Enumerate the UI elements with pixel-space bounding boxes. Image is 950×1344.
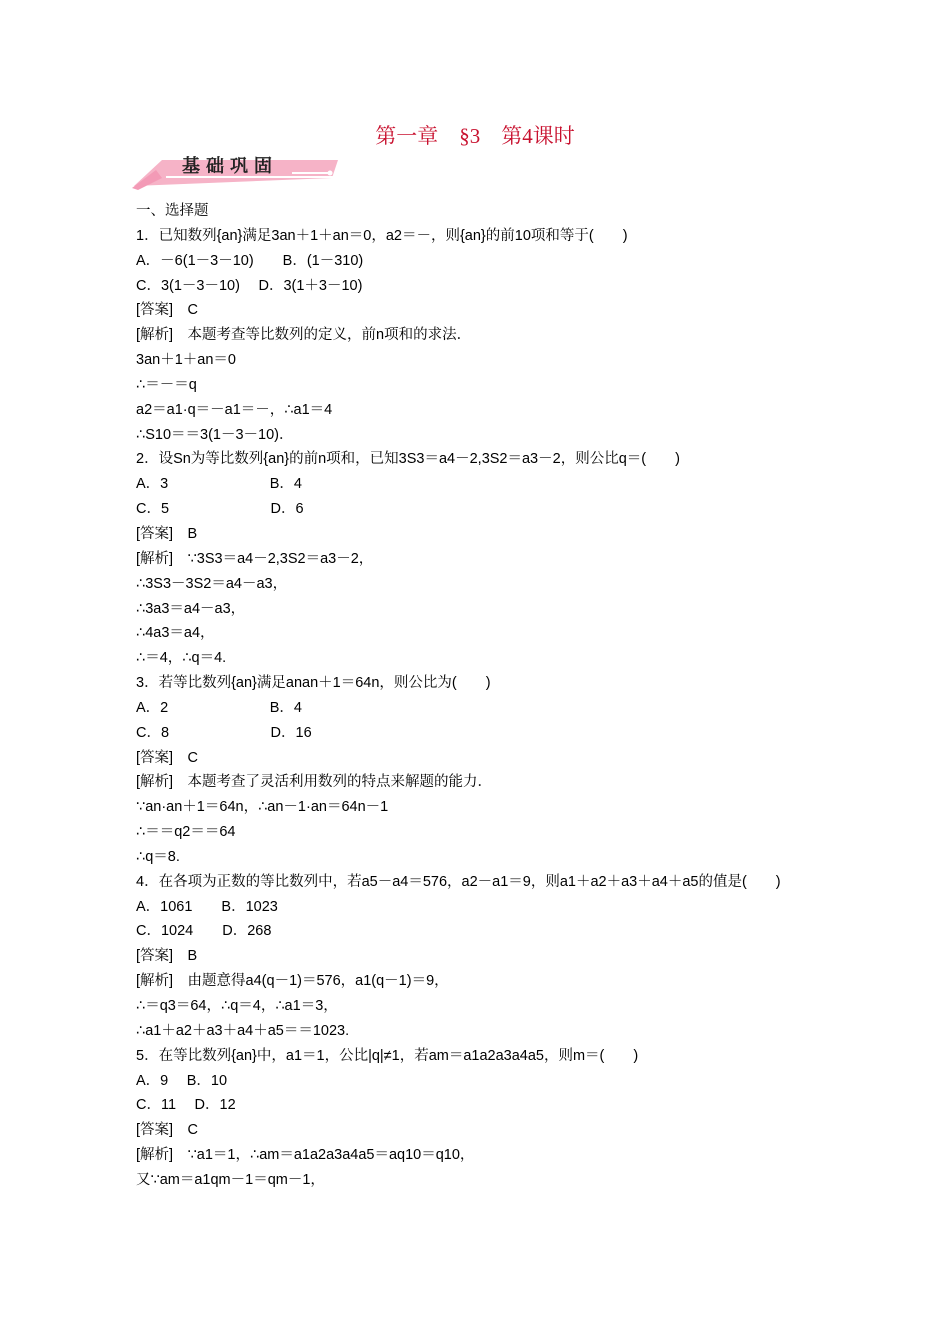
options-row: C．3(1－3－10) D．3(1＋3－10)	[136, 277, 363, 294]
options-row: A．2 B．4	[136, 699, 302, 716]
section-banner	[132, 148, 344, 190]
section-heading: 一、选择题	[136, 203, 209, 219]
options-row: A．9 B．10	[136, 1072, 228, 1089]
analysis-line: [解析] ∵3S3＝a4－2,3S2＝a3－2，	[136, 550, 374, 567]
question-5: 5．在等比数列{an}中，a1＝1，公比|q|≠1，若am＝a1a2a3a4a5，则m＝( )	[136, 1047, 639, 1064]
analysis-line: [解析] 本题考查等比数列的定义，前n项和的求法．	[136, 327, 472, 344]
analysis-line: ∴a1＋a2＋a3＋a4＋a5＝＝1023.	[136, 1022, 350, 1039]
question-4: 4．在各项为正数的等比数列中，若a5－a4＝576，a2－a1＝9，则a1＋a2＋a3＋a4＋a5的值是( )	[136, 873, 781, 890]
question-1: 1．已知数列{an}满足3an＋1＋an＝0，a2＝－，则{an}的前10项和等于( )	[136, 227, 628, 244]
analysis-line: ∴S10＝＝3(1－3－10)．	[136, 426, 294, 443]
analysis-line: [解析] ∵a1＝1，∴am＝a1a2a3a4a5＝aq10＝q10，	[136, 1147, 475, 1164]
options-row: C．11 D．12	[136, 1097, 236, 1114]
page-title: 第一章 §3 第4课时	[375, 124, 575, 148]
options-row: C．5 D．6	[136, 501, 304, 518]
question-3: 3．若等比数列{an}满足anan＋1＝64n，则公比为( )	[136, 675, 491, 692]
options-row: A．－6(1－3－10) B．(1－310)	[136, 252, 364, 269]
analysis-line: ∴q＝8.	[136, 848, 180, 865]
analysis-line: ∴3a3＝a4－a3，	[136, 600, 246, 617]
analysis-line: ∴4a3＝a4，	[136, 625, 215, 642]
analysis-line: ∵an·an＋1＝64n，∴an－1·an＝64n－1	[136, 799, 389, 816]
analysis-line: [解析] 本题考查了灵活利用数列的特点来解题的能力．	[136, 774, 493, 791]
options-row: A．1061 B．1023	[136, 898, 278, 915]
document-body	[136, 199, 826, 1193]
answer-line: [答案] B	[136, 948, 198, 965]
answer-line: [答案] B	[136, 525, 198, 542]
analysis-line: ∴＝＝q2＝＝64	[136, 824, 236, 841]
options-row: A．3 B．4	[136, 476, 302, 493]
analysis-line: 3an＋1＋an＝0	[136, 352, 236, 369]
analysis-line: ∴＝－＝q	[136, 376, 197, 393]
options-row: C．8 D．16	[136, 724, 312, 741]
analysis-line: ∴＝q3＝64，∴q＝4，∴a1＝3，	[136, 998, 338, 1014]
question-2: 2．设Sn为等比数列{an}的前n项和，已知3S3＝a4－2,3S2＝a3－2，则公比q＝( )	[136, 451, 680, 468]
answer-line: [答案] C	[136, 302, 199, 319]
analysis-line: ∴＝4，∴q＝4.	[136, 650, 227, 667]
analysis-line: [解析] 由题意得a4(q－1)＝576，a1(q－1)＝9，	[136, 973, 449, 990]
options-row: C．1024 D．268	[136, 923, 272, 940]
banner-label: 基础巩固	[182, 156, 278, 177]
answer-line: [答案] C	[136, 749, 199, 766]
analysis-line: ∴3S3－3S2＝a4－a3，	[136, 575, 288, 592]
analysis-line: 又∵am＝a1qm－1＝qm－1，	[136, 1171, 325, 1188]
answer-line: [答案] C	[136, 1122, 199, 1139]
analysis-line: a2＝a1·q＝－a1＝－，∴a1＝4	[136, 401, 333, 418]
